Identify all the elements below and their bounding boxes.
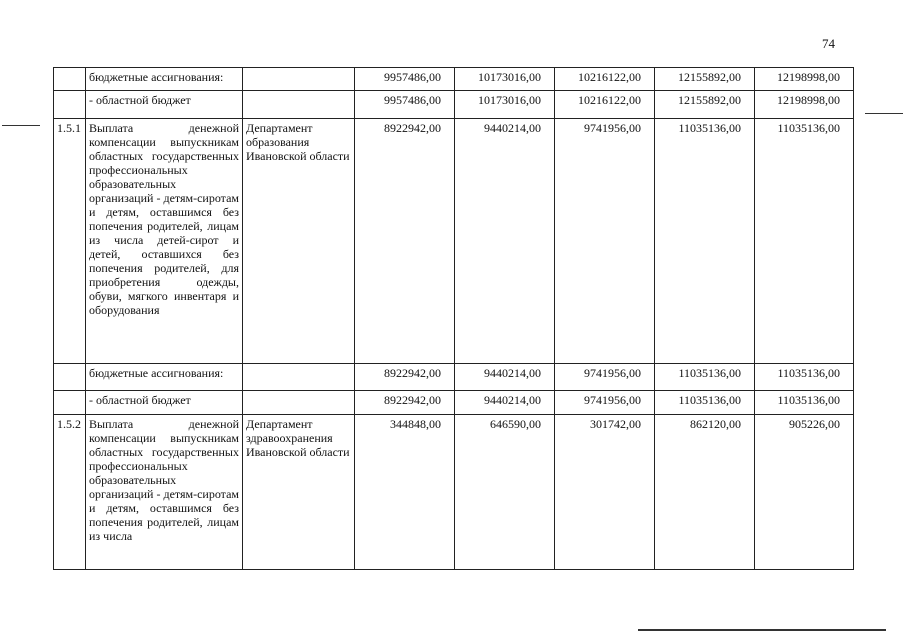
row-name-text: Выплата денежной компенсации выпускникам областных государственных профессиональных образовательных организаций - детям-сиротам и детям, оставшимся без попечения родителей, лицам из числа — [89, 417, 239, 543]
row-value: 9440214,00 — [455, 119, 555, 364]
row-executor: Департамент здравоохранения Ивановской области — [243, 415, 355, 570]
row-value: 10216122,00 — [555, 91, 655, 119]
row-executor — [243, 68, 355, 91]
scan-mark-left — [2, 125, 40, 126]
row-value: 8922942,00 — [355, 119, 455, 364]
table-row — [54, 415, 854, 570]
row-name — [86, 415, 243, 570]
table-row — [54, 119, 854, 364]
row-value: 9957486,00 — [355, 91, 455, 119]
row-value: 11035136,00 — [755, 364, 854, 391]
row-value: 10173016,00 — [455, 68, 555, 91]
row-value: 12198998,00 — [755, 91, 854, 119]
row-value: 11035136,00 — [655, 364, 755, 391]
row-value: 9741956,00 — [555, 391, 655, 415]
page-number: 74 — [822, 36, 835, 51]
row-value: 9741956,00 — [555, 119, 655, 364]
row-value: 646590,00 — [455, 415, 555, 570]
row-name: бюджетные ассигнования: — [86, 364, 243, 391]
row-value: 11035136,00 — [755, 391, 854, 415]
row-value: 11035136,00 — [655, 391, 755, 415]
row-value: 12155892,00 — [655, 91, 755, 119]
table-row — [54, 391, 854, 415]
row-executor: Департамент образования Ивановской области — [243, 119, 355, 364]
row-value: 8922942,00 — [355, 364, 455, 391]
row-name: бюджетные ассигнования: — [86, 68, 243, 91]
row-value: 9741956,00 — [555, 364, 655, 391]
row-value: 301742,00 — [555, 415, 655, 570]
row-value: 11035136,00 — [655, 119, 755, 364]
budget-table — [53, 67, 854, 570]
row-value: 10173016,00 — [455, 91, 555, 119]
table-row — [54, 91, 854, 119]
row-name: - областной бюджет — [86, 391, 243, 415]
row-value: 905226,00 — [755, 415, 854, 570]
row-executor — [243, 391, 355, 415]
row-value: 344848,00 — [355, 415, 455, 570]
scan-mark-bottom — [638, 629, 886, 631]
row-value: 10216122,00 — [555, 68, 655, 91]
row-code — [54, 364, 86, 391]
row-name: Выплата денежной компенсации выпускникам областных государственных профессиональных образовательных организаций - детям-сиротам и детям, оставшимся без попечения родителей, лицам из числа детей-сирот и детей, оставшихся без попечения родителей, для приобретения одежды, обуви, мягкого инвентаря и оборудования — [86, 119, 243, 364]
row-value: 12198998,00 — [755, 68, 854, 91]
row-value: 9440214,00 — [455, 391, 555, 415]
table-row — [54, 364, 854, 391]
row-value: 8922942,00 — [355, 391, 455, 415]
row-code: 1.5.2 — [54, 415, 86, 570]
row-value: 9440214,00 — [455, 364, 555, 391]
row-executor — [243, 91, 355, 119]
row-code — [54, 68, 86, 91]
row-executor — [243, 364, 355, 391]
row-value: 862120,00 — [655, 415, 755, 570]
row-value: 11035136,00 — [755, 119, 854, 364]
row-name: - областной бюджет — [86, 91, 243, 119]
row-code: 1.5.1 — [54, 119, 86, 364]
row-code — [54, 91, 86, 119]
row-value: 12155892,00 — [655, 68, 755, 91]
table-row — [54, 68, 854, 91]
row-value: 9957486,00 — [355, 68, 455, 91]
scan-mark-right — [865, 113, 903, 114]
row-code — [54, 391, 86, 415]
